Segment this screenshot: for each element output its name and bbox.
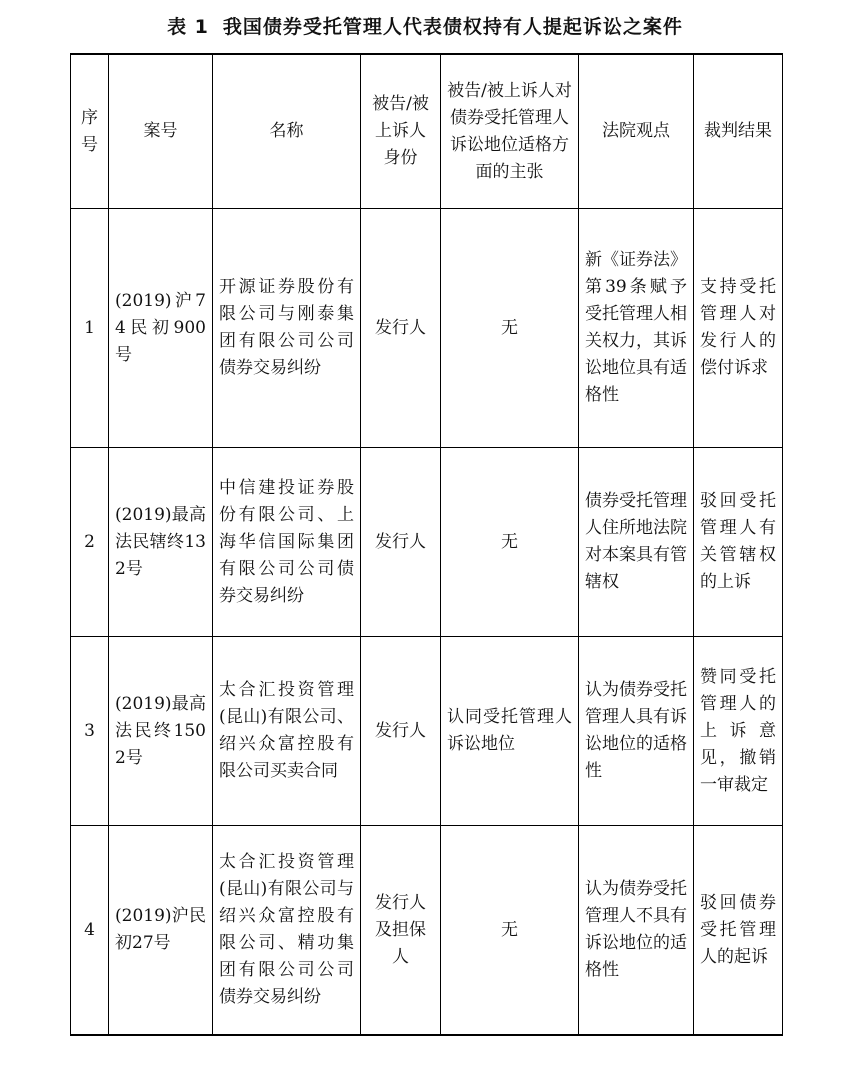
cell-seq: 2 [71,448,109,637]
table-caption: 我国债券受托管理人代表债权持有人提起诉讼之案件 [222,16,683,38]
table-row [71,448,783,637]
cell-defendant-identity: 发行人 [361,209,441,448]
cell-defendant-claim: 认同受托管理人诉讼地位 [441,637,579,826]
table-row [71,209,783,448]
cell-name: 太合汇投资管理(昆山)有限公司与绍兴众富控股有限公司、精功集团有限公司公司债券交易纠纷 [213,826,361,1036]
cell-name: 中信建投证券股份有限公司、上海华信国际集团有限公司公司债券交易纠纷 [213,448,361,637]
cell-case-no: (2019)沪74民初900号 [109,209,213,448]
header-court-view: 法院观点 [579,54,694,209]
table-title [0,12,850,39]
cell-case-no: (2019)沪民初27号 [109,826,213,1036]
table-number: 表 1 [167,16,209,38]
cell-court-view: 认为债券受托管理人不具有诉讼地位的适格性 [579,826,694,1036]
cell-defendant-claim: 无 [441,826,579,1036]
cell-court-view: 认为债券受托管理人具有诉讼地位的适格性 [579,637,694,826]
cell-case-no: (2019)最高法民辖终132号 [109,448,213,637]
cell-seq: 1 [71,209,109,448]
table-row [71,826,783,1036]
cell-defendant-identity: 发行人 [361,448,441,637]
table-row [71,637,783,826]
cell-defendant-identity: 发行人 [361,637,441,826]
header-defendant-claim: 被告/被上诉人对债券受托管理人诉讼地位适格方面的主张 [441,54,579,209]
header-defendant-identity: 被告/被上诉人身份 [361,54,441,209]
cell-judgment: 支持受托管理人对发行人的偿付诉求 [694,209,783,448]
cell-court-view: 债券受托管理人住所地法院对本案具有管辖权 [579,448,694,637]
header-row [71,54,783,209]
cell-judgment: 赞同受托管理人的上诉意见，撤销一审裁定 [694,637,783,826]
cell-seq: 3 [71,637,109,826]
cell-defendant-claim: 无 [441,448,579,637]
header-seq: 序号 [71,54,109,209]
case-table [70,53,783,1036]
cell-name: 太合汇投资管理(昆山)有限公司、绍兴众富控股有限公司买卖合同 [213,637,361,826]
cell-case-no: (2019)最高法民终1502号 [109,637,213,826]
cell-court-view: 新《证券法》第39条赋予受托管理人相关权力，其诉讼地位具有适格性 [579,209,694,448]
header-name: 名称 [213,54,361,209]
header-case-no: 案号 [109,54,213,209]
cell-defendant-claim: 无 [441,209,579,448]
cell-seq: 4 [71,826,109,1036]
cell-defendant-identity: 发行人及担保人 [361,826,441,1036]
cell-judgment: 驳回债券受托管理人的起诉 [694,826,783,1036]
header-judgment: 裁判结果 [694,54,783,209]
cell-judgment: 驳回受托管理人有关管辖权的上诉 [694,448,783,637]
cell-name: 开源证券股份有限公司与刚泰集团有限公司公司债券交易纠纷 [213,209,361,448]
